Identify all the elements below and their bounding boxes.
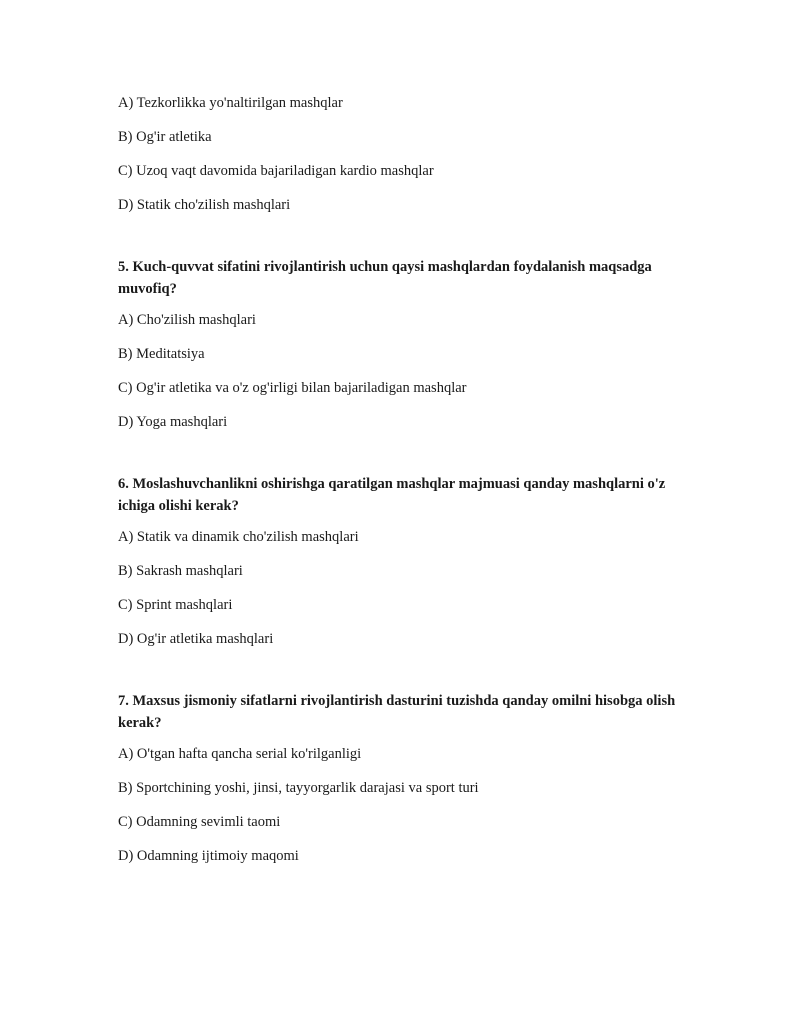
question-text: 6. Moslashuvchanlikni oshirishga qaratilgan mashqlar majmuasi qanday mashqlarni o'z ichiga olishi kerak? — [118, 476, 666, 514]
answer-option: A) Cho'zilish mashqlari — [118, 312, 256, 328]
answer-option: A) Statik va dinamik cho'zilish mashqlari — [118, 529, 359, 545]
answer-option: C) Sprint mashqlari — [118, 597, 233, 613]
answer-option: B) Sportchining yoshi, jinsi, tayyorgarlik darajasi va sport turi — [118, 780, 479, 796]
question-block-5 — [118, 256, 678, 432]
answer-option: D) Yoga mashqlari — [118, 414, 228, 430]
question-text: 7. Maxsus jismoniy sifatlarni rivojlantirish dasturini tuzishda qanday omilni hisobga olish kerak? — [118, 693, 676, 731]
answer-option: C) Odamning sevimli taomi — [118, 814, 281, 830]
document-page — [118, 93, 678, 866]
answer-option: A) Tezkorlikka yo'naltirilgan mashqlar — [118, 95, 343, 111]
answer-option: B) Og'ir atletika — [118, 129, 212, 145]
question-text: 5. Kuch-quvvat sifatini rivojlantirish uchun qaysi mashqlardan foydalanish maqsadga muvofiq? — [118, 259, 652, 297]
answer-option: D) Odamning ijtimoiy maqomi — [118, 848, 299, 864]
answer-option: C) Og'ir atletika va o'z og'irligi bilan bajariladigan mashqlar — [118, 380, 467, 396]
question-block-7 — [118, 690, 678, 866]
answer-option: C) Uzoq vaqt davomida bajariladigan kardio mashqlar — [118, 163, 434, 179]
question-block-4-continued — [118, 93, 678, 215]
answer-option: B) Meditatsiya — [118, 346, 205, 362]
question-block-6 — [118, 473, 678, 649]
answer-option: A) O'tgan hafta qancha serial ko'rilganligi — [118, 746, 362, 762]
answer-option: D) Statik cho'zilish mashqlari — [118, 197, 291, 213]
answer-option: B) Sakrash mashqlari — [118, 563, 243, 579]
answer-option: D) Og'ir atletika mashqlari — [118, 631, 274, 647]
